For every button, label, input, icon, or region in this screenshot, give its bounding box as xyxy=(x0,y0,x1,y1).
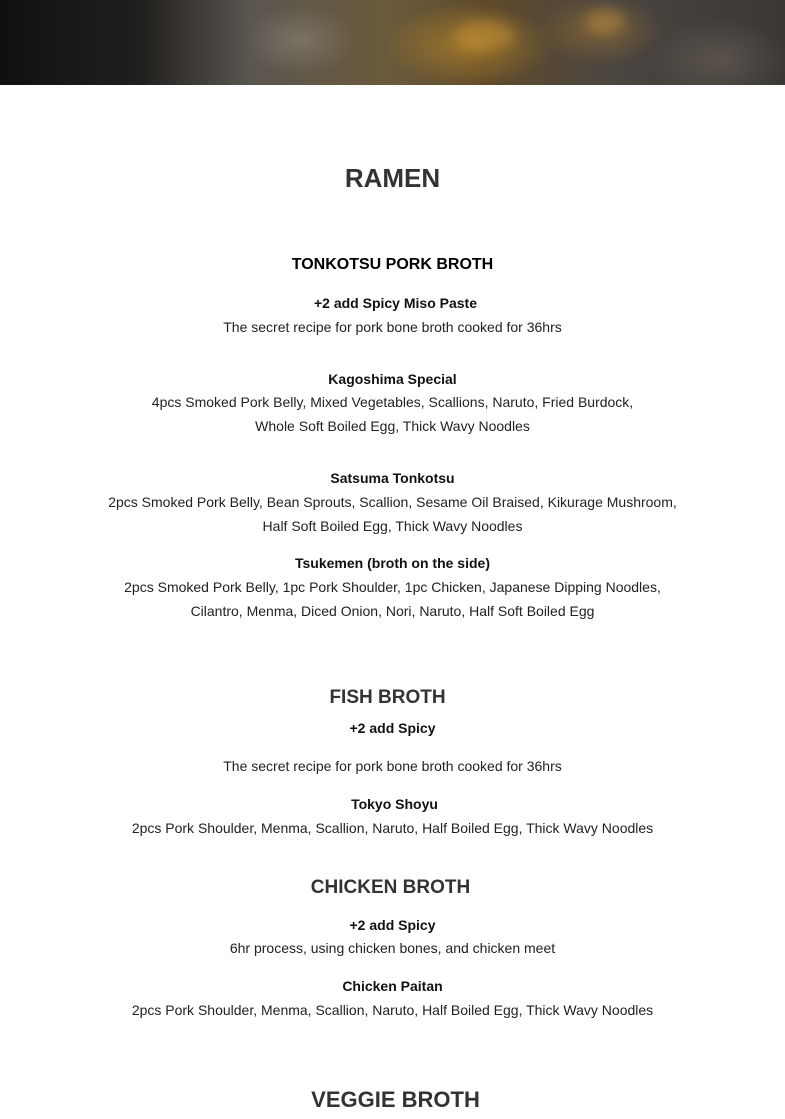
item-desc-satsuma-line2: Half Soft Boiled Egg, Thick Wavy Noodles xyxy=(262,518,523,534)
item-name-satsuma: Satsuma Tonkotsu xyxy=(330,470,455,486)
fish-addon: +2 add Spicy xyxy=(349,720,436,736)
fish-title: FISH BROTH xyxy=(329,687,446,708)
item-desc-kagoshima-line2: Whole Soft Boiled Egg, Thick Wavy Noodles xyxy=(255,418,530,434)
fish-description: The secret recipe for pork bone broth cooked for 36hrs xyxy=(223,758,562,774)
chicken-title: CHICKEN BROTH xyxy=(310,877,471,898)
chicken-addon: +2 add Spicy xyxy=(349,917,436,933)
ramen-heading: RAMEN xyxy=(344,163,441,193)
veggie-title: VEGGIE BROTH xyxy=(311,1087,480,1112)
item-desc-tokyo-shoyu: 2pcs Pork Shoulder, Menma, Scallion, Naruto, Half Boiled Egg, Thick Wavy Noodles xyxy=(131,820,654,836)
item-name-kagoshima: Kagoshima Special xyxy=(328,371,457,387)
hero-highlight xyxy=(455,20,515,50)
hero-banner-image xyxy=(0,0,785,85)
item-desc-chicken-paitan: 2pcs Pork Shoulder, Menma, Scallion, Naruto, Half Boiled Egg, Thick Wavy Noodles xyxy=(131,1002,654,1018)
item-name-chicken-paitan: Chicken Paitan xyxy=(342,978,443,994)
item-name-tsukemen: Tsukemen (broth on the side) xyxy=(295,555,490,571)
item-desc-satsuma-line1: 2pcs Smoked Pork Belly, Bean Sprouts, Scallion, Sesame Oil Braised, Kikurage Mushroom, xyxy=(108,494,677,510)
tonkotsu-title: TONKOTSU PORK BROTH xyxy=(291,256,494,273)
tonkotsu-description: The secret recipe for pork bone broth cooked for 36hrs xyxy=(223,319,562,335)
item-name-tokyo-shoyu: Tokyo Shoyu xyxy=(351,796,438,812)
item-desc-tsukemen-line1: 2pcs Smoked Pork Belly, 1pc Pork Shoulder, 1pc Chicken, Japanese Dipping Noodles, xyxy=(124,579,661,595)
item-desc-kagoshima-line1: 4pcs Smoked Pork Belly, Mixed Vegetables, Scallions, Naruto, Fried Burdock, xyxy=(151,394,634,410)
hero-shadow xyxy=(0,0,150,85)
hero-highlight xyxy=(585,10,625,32)
tonkotsu-addon: +2 add Spicy Miso Paste xyxy=(313,295,477,311)
item-desc-tsukemen-line2: Cilantro, Menma, Diced Onion, Nori, Naruto, Half Soft Boiled Egg xyxy=(190,603,595,619)
chicken-description: 6hr process, using chicken bones, and chicken meet xyxy=(229,940,556,956)
